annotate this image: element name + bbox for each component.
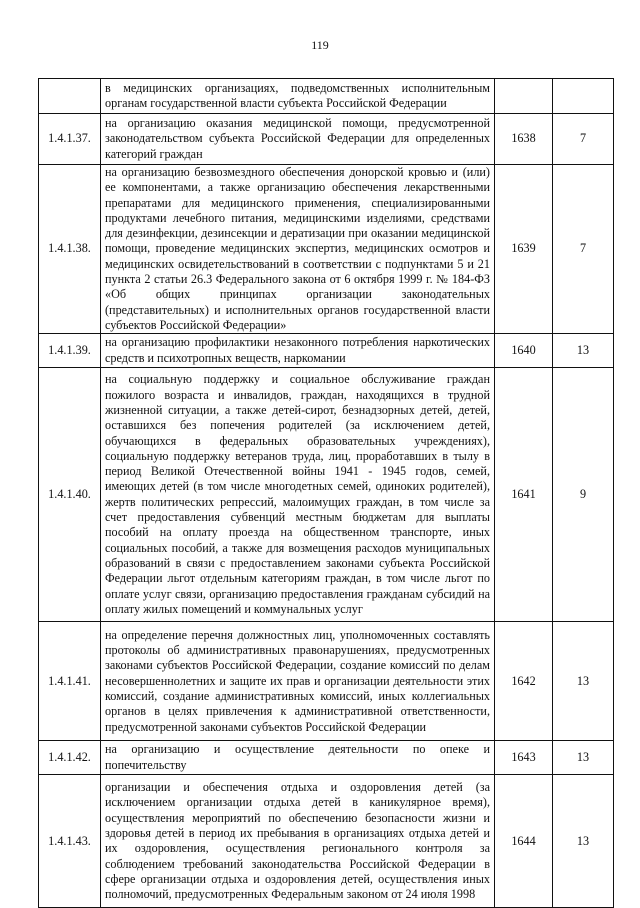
row-value: 13: [553, 622, 614, 741]
row-text: на социальную поддержку и социальное обслуживание граждан пожилого возраста и инвалидов, граждан, находящихся в трудной жизненной ситуации, а также детей-сирот, безнадзорных детей, детей, оставшихся без попечения родителей (за исключением детей, обучающихся в федеральных образовательных учреждениях), социальную поддержку ветеранов труда, лиц, проработавших в тылу в период Великой Отечественной войны 1941 - 1945 годов, семей, имеющих детей (в том числе многодетных семей, одиноких родителей), жертв политических репрессий, малоимущих граждан, в том числе за счет предоставления субвенций местным бюджетам для выплаты пособий на оплату проезда на общественном транспорте, иных социальных пособий, а также для возмещения расходов муниципальных образований в связи с предоставлением законами субъекта Российской Федерации льгот отдельным категориям граждан, в том числе льгот по оплате услуг связи, организацию предоставления гражданам субсидий на оплату жилых помещений и коммунальных услуг: [101, 368, 495, 622]
table-row: [39, 775, 614, 908]
row-text: на организацию профилактики незаконного потребления наркотических средств и психотропных веществ, наркомании: [101, 334, 495, 368]
table-row: [39, 114, 614, 165]
row-code: [39, 79, 101, 114]
row-value: [553, 79, 614, 114]
row-text: на определение перечня должностных лиц, уполномоченных составлять протоколы об административных правонарушениях, предусмотренных законами субъектов Российской Федерации, создание комиссий по делам несовершеннолетних и защите их прав и организации деятельности этих комиссий, создание административных комиссий, иных коллегиальных органов в целях привлечения к административной ответственности, предусмотренной законами субъектов Российской Федерации: [101, 622, 495, 741]
row-number: 1641: [495, 368, 553, 622]
page-number: 119: [311, 38, 329, 52]
row-code: 1.4.1.40.: [39, 368, 101, 622]
row-code: 1.4.1.42.: [39, 741, 101, 775]
row-value: 13: [553, 775, 614, 908]
authority-table: [38, 78, 614, 908]
table-row: [39, 741, 614, 775]
row-number: 1642: [495, 622, 553, 741]
row-code: 1.4.1.41.: [39, 622, 101, 741]
row-number: 1638: [495, 114, 553, 165]
row-code: 1.4.1.38.: [39, 165, 101, 334]
row-number: 1644: [495, 775, 553, 908]
row-text: на организацию и осуществление деятельности по опеке и попечительству: [101, 741, 495, 775]
row-code: 1.4.1.37.: [39, 114, 101, 165]
row-text: на организацию оказания медицинской помощи, предусмотренной законодательством субъекта Российской Федерации для определенных категорий граждан: [101, 114, 495, 165]
table-row: [39, 79, 614, 114]
row-value: 7: [553, 165, 614, 334]
row-number: 1639: [495, 165, 553, 334]
table-row: [39, 334, 614, 368]
row-value: 7: [553, 114, 614, 165]
row-value: 13: [553, 334, 614, 368]
row-number: [495, 79, 553, 114]
table-row: [39, 165, 614, 334]
table-row: [39, 368, 614, 622]
row-text: в медицинских организациях, подведомственных исполнительным органам государственной власти субъекта Российской Федерации: [101, 79, 495, 114]
row-number: 1640: [495, 334, 553, 368]
row-text: организации и обеспечения отдыха и оздоровления детей (за исключением организации отдыха детей в каникулярное время), осуществления мероприятий по обеспечению безопасности жизни и здоровья детей в период их пребывания в организациях отдыха детей и их оздоровления, осуществления регионального контроля за соблюдением требований законодательства Российской Федерации в сфере организации отдыха и оздоровления детей, осуществления иных полномочий, предусмотренных Федеральным законом от 24 июля 1998: [101, 775, 495, 908]
row-value: 13: [553, 741, 614, 775]
row-code: 1.4.1.39.: [39, 334, 101, 368]
row-code: 1.4.1.43.: [39, 775, 101, 908]
row-value: 9: [553, 368, 614, 622]
row-number: 1643: [495, 741, 553, 775]
row-text: на организацию безвозмездного обеспечения донорской кровью и (или) ее компонентами, а также организацию обеспечения лекарственными препаратами для медицинского применения, специализированными продуктами лечебного питания, медицинскими изделиями, средствами для дезинфекции, дезинсекции и дератизации при оказании медицинской помощи, проведение медицинских экспертиз, медицинских осмотров и медицинских освидетельствований в соответствии с подпунктами 5 и 21 пункта 2 статьи 26.3 Федерального закона от 6 октября 1999 г. № 184-ФЗ «Об общих принципах организации законодательных (представительных) и исполнительных органов государственной власти субъектов Российской Федерации»: [101, 165, 495, 334]
table-row: [39, 622, 614, 741]
